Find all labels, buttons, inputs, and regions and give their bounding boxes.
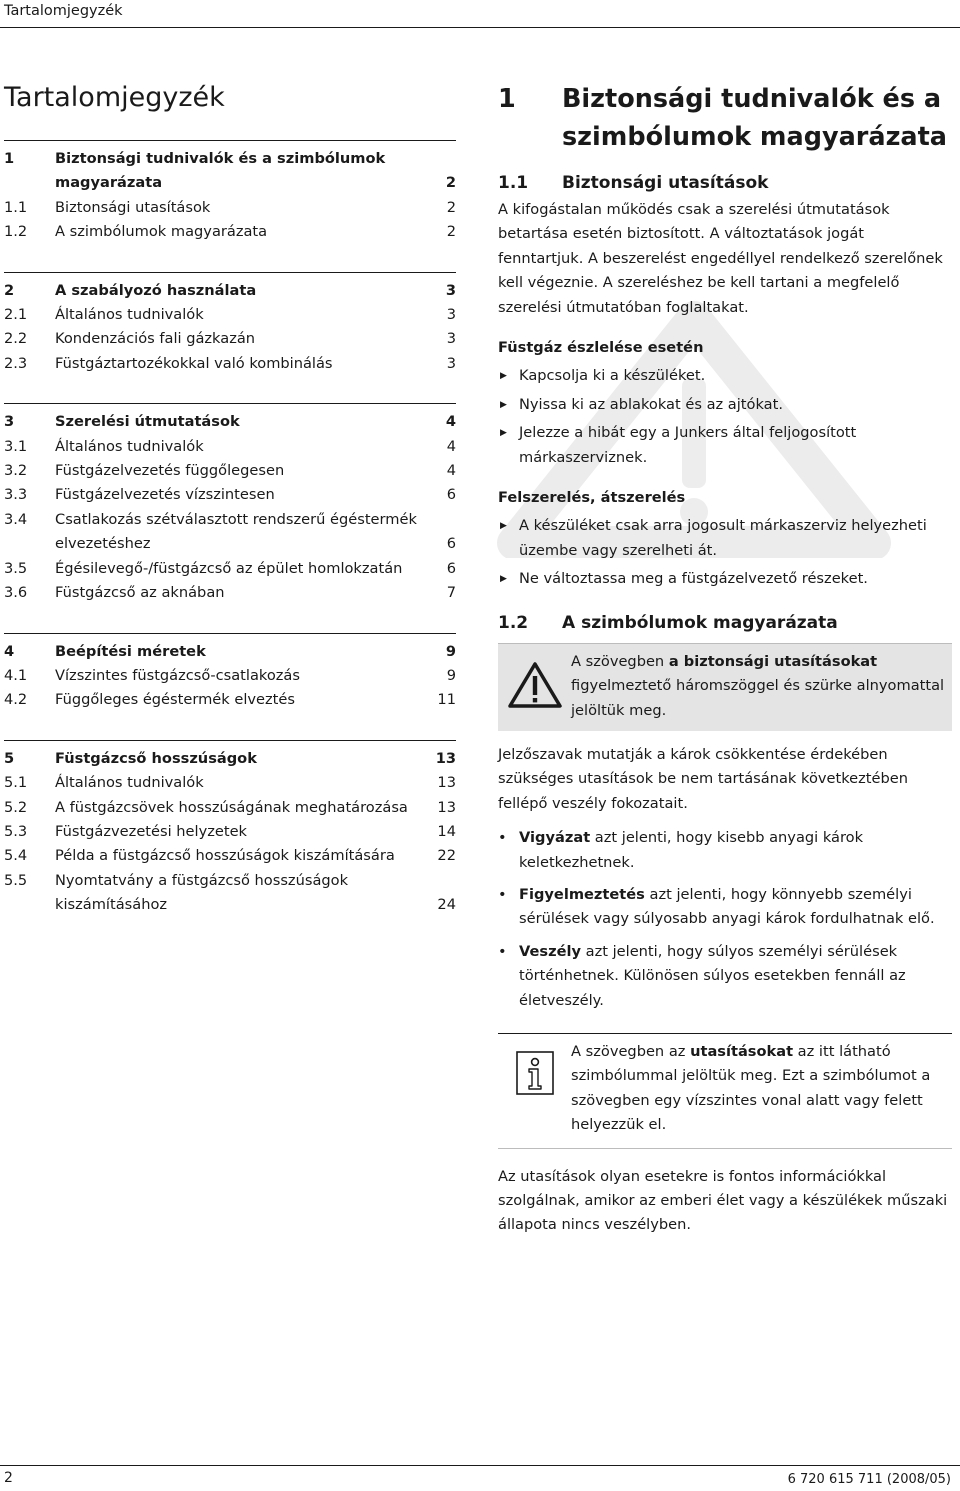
signal-word-item (498, 940, 952, 1013)
toc-entry-page: 4 (446, 462, 456, 480)
arrow-triangle-icon: ▶ (500, 521, 507, 532)
signal-word-text (519, 826, 952, 875)
toc-entry-title: Nyomtatvány a füstgázcső hosszúságok kiszámításához (55, 871, 349, 914)
toc-entry-number: 5 (4, 749, 15, 767)
arrow-triangle-icon: ▶ (500, 574, 507, 585)
toc-entry-page: 4 (445, 413, 456, 431)
info-box-text (571, 1040, 952, 1138)
step-text: Kapcsolja ki a készüléket. (519, 367, 706, 385)
page-footer (0, 1465, 960, 1491)
toc-entry-number: 3.6 (4, 584, 28, 602)
toc-entry-page: 2 (445, 174, 456, 192)
section-1-2-title: A szimbólumok magyarázata (562, 612, 838, 633)
flue-gas-detected-heading: Füstgáz észlelése esetén (498, 339, 704, 357)
step-item (498, 364, 952, 388)
toc-entry-page: 2 (446, 223, 456, 241)
toc-entry[interactable] (4, 220, 456, 244)
toc-entry-page: 3 (446, 330, 456, 348)
info-box-text-pre: A szövegben az (571, 1042, 691, 1060)
toc-entry-page: 2 (446, 198, 456, 216)
section-1-title: Biztonsági tudnivalók és a szimbólumok magyarázata (562, 84, 948, 152)
table-of-contents (4, 80, 456, 945)
step-item (498, 514, 952, 563)
toc-entry-title: A füstgázcsövek hosszúságának meghatározása (55, 798, 408, 816)
signal-word-description: azt jelenti, hogy súlyos személyi sérülések történhetnek. Különösen súlyos esetekben fennáll az életveszély. (519, 942, 906, 1009)
running-header (0, 0, 960, 28)
signal-word-text (519, 940, 952, 1013)
step-item (498, 567, 952, 591)
installation-heading: Felszerelés, átszerelés (498, 489, 686, 507)
toc-entry-title: Füstgázelvezetés vízszintesen (55, 486, 275, 504)
toc-entry-page: 13 (437, 774, 456, 792)
section-1-2-heading (498, 612, 952, 634)
section-1-1-title: Biztonsági utasítások (562, 173, 769, 193)
bullet-dot-icon: • (498, 829, 507, 847)
toc-entry-title: Biztonsági tudnivalók és a szimbólumok magyarázata (55, 150, 386, 192)
running-header-title: Tartalomjegyzék (4, 3, 123, 19)
toc-entry-title: Általános tudnivalók (55, 437, 204, 455)
toc-entry[interactable] (4, 352, 456, 376)
info-symbol-box (498, 1034, 952, 1148)
toc-entry-title: Függőleges égéstermék elveztés (55, 691, 295, 709)
toc-entry-page: 22 (437, 847, 456, 865)
toc-entry[interactable] (4, 581, 456, 605)
signal-word-item (498, 883, 952, 932)
step-item (498, 421, 952, 470)
section-1-1-heading (498, 172, 952, 194)
signal-words-intro: Jelzőszavak mutatják a károk csökkentése érdekében szükséges utasítások be nem tartásának következtében fellépő veszély fokozatait. (498, 745, 908, 812)
info-box-text-post: az itt látható szimbólummal jelöltük meg. Ezt a szimbólumot a szövegben egy vízszintes vonal alatt vagy felett helyezzük el. (571, 1042, 931, 1134)
toc-entry-page: 7 (446, 584, 456, 602)
signal-word-text (519, 883, 952, 932)
section-1-2-number: 1.2 (498, 612, 529, 633)
toc-entry-number: 3.2 (4, 462, 28, 480)
toc-entry[interactable] (4, 483, 456, 507)
toc-entry-title: Szerelési útmutatások (55, 413, 240, 431)
toc-entry-title: Példa a füstgázcső hosszúságok kiszámítására (55, 847, 395, 865)
toc-entry[interactable] (4, 435, 456, 459)
warning-box-text-pre: A szövegben (571, 652, 669, 670)
page-number: 2 (4, 1470, 13, 1486)
toc-entry-number: 4 (4, 642, 15, 660)
step-text: A készüléket csak arra jogosult márkaszerviz helyezheti üzembe vagy szerelheti át. (519, 517, 927, 559)
toc-entry-number: 5.2 (4, 798, 28, 816)
toc-entry-title: Füstgáztartozékokkal való kombinálás (55, 354, 333, 372)
toc-entry[interactable] (4, 459, 456, 483)
toc-entry-title: A szimbólumok magyarázata (55, 223, 268, 241)
toc-entry[interactable] (4, 796, 456, 820)
toc-entry-number: 2.3 (4, 354, 28, 372)
toc-entry[interactable] (4, 196, 456, 220)
safety-intro-paragraph: A kifogástalan működés csak a szerelési útmutatások betartása esetén biztosított. A változtatások jogát fenntartjuk. A beszerelést engedéllyel rendelkező szerelőnek kell végeznie. A szereléshez be kell tartani a megfelelő szerelési útmutatóban foglaltakat. (498, 201, 943, 316)
toc-entry-page: 3 (446, 306, 456, 324)
toc-entry-title: Beépítési méretek (55, 642, 206, 660)
section-1-heading (498, 80, 952, 156)
signal-word-description: azt jelenti, hogy kisebb anyagi károk keletkezhetnek. (519, 829, 864, 871)
info-box-text-bold: utasításokat (690, 1042, 794, 1060)
arrow-triangle-icon: ▶ (500, 428, 507, 439)
toc-entry[interactable] (4, 279, 456, 303)
toc-entry-number: 3.4 (4, 510, 28, 528)
toc-entry-page: 9 (446, 666, 456, 684)
toc-entry-number: 3.5 (4, 559, 28, 577)
toc-entry[interactable] (4, 327, 456, 351)
toc-entry[interactable] (4, 869, 456, 918)
section-1 (498, 80, 952, 1238)
bullet-dot-icon: • (498, 885, 507, 903)
toc-entry[interactable] (4, 557, 456, 581)
toc-entry[interactable] (4, 747, 456, 771)
toc-entry-page: 13 (437, 798, 456, 816)
toc-entry-number: 1 (4, 150, 15, 167)
toc-entry-number: 5.3 (4, 822, 28, 840)
toc-entry[interactable] (4, 410, 456, 434)
toc-entry-page: 4 (446, 437, 456, 455)
toc-entry-title: Általános tudnivalók (55, 774, 204, 792)
toc-entry[interactable] (4, 844, 456, 868)
toc-entry-page: 3 (446, 354, 456, 372)
toc-title: Tartalomjegyzék (4, 82, 225, 113)
toc-entry[interactable] (4, 664, 456, 688)
signal-words-list (498, 826, 952, 1013)
toc-entry-title: Égésilevegő-/füstgázcső az épület homlokzatán (55, 559, 403, 577)
signal-word: Figyelmeztetés (519, 885, 645, 903)
toc-entry[interactable] (4, 820, 456, 844)
toc-section (4, 272, 456, 377)
toc-entry[interactable] (4, 147, 456, 196)
info-i-icon (498, 1040, 571, 1138)
signal-word-item (498, 826, 952, 875)
toc-entry-number: 5.1 (4, 774, 28, 792)
toc-entry-page: 6 (446, 559, 456, 577)
signal-word-description: azt jelenti, hogy könnyebb személyi sérülések vagy súlyosabb anyagi károk fordulhatnak elő. (519, 885, 935, 928)
toc-entry-number: 1.1 (4, 198, 28, 216)
toc-entry-title: Füstgázcső az aknában (55, 584, 225, 602)
toc-entry-title: Vízszintes füstgázcső-csatlakozás (55, 666, 300, 684)
toc-entry-page: 3 (445, 281, 456, 299)
installation-steps (498, 514, 952, 591)
toc-entry-title: Füstgázcső hosszúságok (55, 749, 257, 767)
toc-entry-page: 9 (445, 642, 456, 660)
toc-entry-number: 4.1 (4, 666, 28, 684)
signal-word: Veszély (519, 942, 581, 960)
toc-entry-number: 4.2 (4, 691, 28, 709)
warning-symbol-box (498, 643, 952, 731)
toc-sections (4, 140, 456, 918)
toc-section (4, 403, 456, 605)
toc-entry-page: 11 (437, 691, 456, 709)
toc-entry-title: Kondenzációs fali gázkazán (55, 330, 256, 348)
toc-section (4, 633, 456, 713)
signal-word: Vigyázat (519, 829, 591, 847)
closing-paragraph: Az utasítások olyan esetekre is fontos információkkal szolgálnak, amikor az emberi élet vagy a készülékek műszaki állapota nincs veszélyben. (498, 1167, 948, 1234)
toc-entry-title: Füstgázelvezetés függőlegesen (55, 462, 285, 480)
toc-section (4, 140, 456, 245)
toc-entry-number: 2.2 (4, 330, 28, 348)
warning-box-text-post: figyelmeztető háromszöggel és szürke alnyomattal jelöltük meg. (571, 677, 945, 719)
toc-entry-page: 6 (446, 486, 456, 504)
warning-triangle-icon (498, 650, 571, 723)
step-text: Jelezze a hibát egy a Junkers által feljogosított márkaszerviznek. (519, 424, 857, 466)
toc-entry-page: 6 (446, 535, 456, 553)
toc-entry-page: 13 (435, 749, 456, 767)
step-text: Ne változtassa meg a füstgázelvezető részeket. (519, 570, 868, 588)
toc-entry-number: 5.5 (4, 871, 28, 889)
arrow-triangle-icon: ▶ (500, 399, 507, 410)
warning-box-text (571, 650, 952, 723)
toc-entry-number: 3.3 (4, 486, 28, 504)
toc-entry-title: A szabályozó használata (55, 281, 257, 299)
toc-entry-title: Füstgázvezetési helyzetek (55, 822, 247, 840)
toc-entry-title: Általános tudnivalók (55, 306, 204, 324)
info-box-bottom-rule (498, 1148, 952, 1149)
step-text: Nyissa ki az ablakokat és az ajtókat. (519, 395, 783, 413)
toc-entry-number: 1.2 (4, 223, 28, 241)
flue-gas-steps (498, 364, 952, 470)
toc-entry-number: 5.4 (4, 847, 28, 865)
toc-entry-number: 2 (4, 281, 15, 299)
section-1-1-number: 1.1 (498, 173, 529, 193)
bullet-dot-icon: • (498, 942, 507, 960)
toc-entry[interactable] (4, 771, 456, 795)
toc-entry-page: 14 (437, 822, 456, 840)
arrow-triangle-icon: ▶ (500, 371, 507, 382)
step-item (498, 393, 952, 417)
toc-entry-number: 3 (4, 413, 15, 431)
toc-entry-page: 24 (437, 896, 456, 914)
document-number: 6 720 615 711 (2008/05) (787, 1472, 951, 1487)
toc-entry[interactable] (4, 688, 456, 712)
toc-entry-number: 2.1 (4, 306, 28, 324)
toc-entry[interactable] (4, 303, 456, 327)
section-1-number: 1 (498, 84, 516, 114)
toc-section (4, 740, 456, 918)
warning-box-text-bold: a biztonsági utasításokat (668, 652, 878, 670)
toc-entry[interactable] (4, 508, 456, 557)
toc-entry-number: 3.1 (4, 437, 28, 455)
toc-entry-title: Biztonsági utasítások (55, 198, 211, 216)
toc-entry[interactable] (4, 640, 456, 664)
toc-entry-title: Csatlakozás szétválasztott rendszerű égéstermék elvezetéshez (55, 510, 417, 553)
